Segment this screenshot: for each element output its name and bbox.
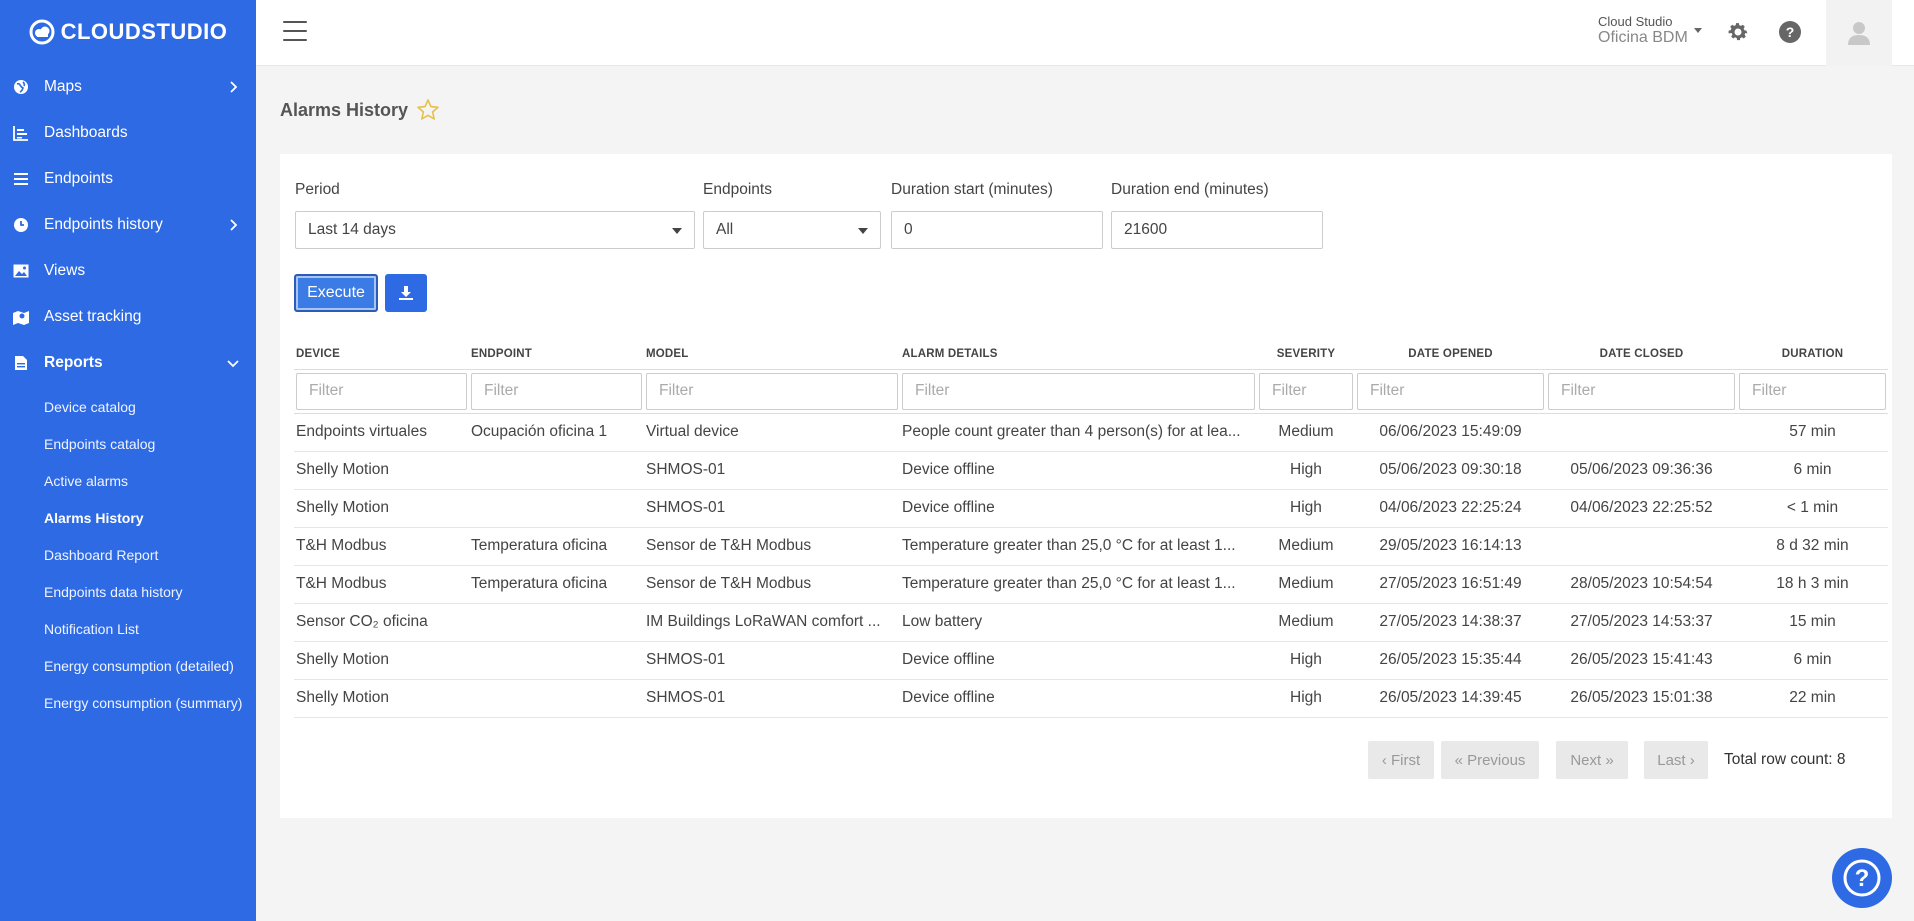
cell-duration: 8 d 32 min [1737, 527, 1888, 565]
duration-filter-input[interactable] [1739, 373, 1886, 410]
chevron-down-icon [226, 356, 240, 370]
date-opened-filter-input[interactable] [1357, 373, 1544, 410]
question-icon [1842, 858, 1882, 898]
sidebar-item-label: Dashboards [44, 124, 128, 141]
sidebar-item-label: Maps [44, 78, 82, 95]
sidebar-subitem-dashboard-report[interactable]: Dashboard Report [44, 547, 159, 563]
period-label: Period [295, 181, 340, 198]
period-select[interactable] [295, 211, 695, 249]
sidebar-item-dashboards[interactable] [0, 110, 256, 156]
cell-endpoint [469, 489, 644, 527]
cell-date-closed: 28/05/2023 10:54:54 [1546, 565, 1737, 603]
execute-button[interactable]: Execute [294, 274, 378, 312]
cell-date-closed [1546, 527, 1737, 565]
cell-date-opened: 04/06/2023 22:25:24 [1355, 489, 1546, 527]
svg-text:?: ? [1785, 24, 1795, 40]
table-row[interactable] [294, 527, 1888, 565]
cell-date-opened: 26/05/2023 15:35:44 [1355, 641, 1546, 679]
cell-model: Sensor de T&H Modbus [644, 565, 900, 603]
pagination-first-button[interactable]: ‹ First [1368, 741, 1434, 779]
list-icon [12, 170, 30, 188]
cell-alarm-details: People count greater than 4 person(s) for at lea... [900, 413, 1257, 451]
endpoints-label: Endpoints [703, 181, 772, 198]
download-button[interactable] [385, 274, 427, 312]
cell-device: Endpoints virtuales [294, 413, 469, 451]
endpoints-selected-value: All [716, 221, 734, 238]
file-icon [12, 354, 30, 372]
cell-device: Shelly Motion [294, 451, 469, 489]
cell-endpoint [469, 603, 644, 641]
cell-date-closed: 26/05/2023 15:01:38 [1546, 679, 1737, 717]
cell-device: Sensor CO₂ oficina [294, 603, 469, 641]
cell-severity: High [1257, 489, 1355, 527]
column-header-alarm-details[interactable]: ALARM DETAILS [900, 339, 1257, 369]
cell-date-opened: 27/05/2023 14:38:37 [1355, 603, 1546, 641]
column-header-model[interactable]: MODEL [644, 339, 900, 369]
dropdown-arrow-icon [858, 228, 868, 234]
download-icon [398, 285, 414, 301]
cell-model: Sensor de T&H Modbus [644, 527, 900, 565]
clock-icon [12, 216, 30, 234]
table-row[interactable] [294, 641, 1888, 679]
cell-model: SHMOS-01 [644, 641, 900, 679]
sidebar-item-maps[interactable] [0, 64, 256, 110]
column-header-date-opened[interactable]: DATE OPENED [1355, 339, 1546, 369]
endpoint-filter-input[interactable] [471, 373, 642, 410]
user-icon [1847, 20, 1871, 46]
cell-device: Shelly Motion [294, 679, 469, 717]
column-header-endpoint[interactable]: ENDPOINT [469, 339, 644, 369]
cell-endpoint: Temperatura oficina [469, 565, 644, 603]
table-row[interactable] [294, 603, 1888, 641]
cell-alarm-details: Temperature greater than 25,0 °C for at least 1... [900, 527, 1257, 565]
gear-icon[interactable] [1726, 20, 1750, 44]
svg-text:?: ? [1854, 865, 1870, 892]
pagination-previous-button[interactable]: « Previous [1441, 741, 1539, 779]
sidebar-item-label: Asset tracking [44, 308, 142, 325]
cell-model: SHMOS-01 [644, 489, 900, 527]
cell-alarm-details: Low battery [900, 603, 1257, 641]
cell-duration: 15 min [1737, 603, 1888, 641]
cell-date-closed: 27/05/2023 14:53:37 [1546, 603, 1737, 641]
hamburger-menu-icon[interactable] [283, 21, 307, 43]
org-parent-name: Cloud Studio [1598, 14, 1673, 29]
cell-device: Shelly Motion [294, 489, 469, 527]
sidebar-item-label: Endpoints history [44, 216, 163, 233]
column-header-date-closed[interactable]: DATE CLOSED [1546, 339, 1737, 369]
chevron-right-icon [226, 218, 240, 232]
logo-text: CLOUDSTUDIO [60, 19, 228, 44]
severity-filter-input[interactable] [1259, 373, 1353, 410]
cell-duration: 57 min [1737, 413, 1888, 451]
cell-date-opened: 26/05/2023 14:39:45 [1355, 679, 1546, 717]
sidebar-item-label: Reports [44, 354, 103, 371]
cell-endpoint: Temperatura oficina [469, 527, 644, 565]
total-row-count: Total row count: 8 [1724, 751, 1846, 768]
cell-date-opened: 27/05/2023 16:51:49 [1355, 565, 1546, 603]
cell-alarm-details: Device offline [900, 489, 1257, 527]
cell-endpoint: Ocupación oficina 1 [469, 413, 644, 451]
top-bar [256, 0, 1914, 66]
cell-device: T&H Modbus [294, 527, 469, 565]
user-avatar[interactable] [1826, 0, 1892, 66]
sidebar-subitem-energy-detailed[interactable]: Energy consumption (detailed) [44, 658, 234, 674]
cell-date-closed: 04/06/2023 22:25:52 [1546, 489, 1737, 527]
sidebar-subitem-energy-summary[interactable]: Energy consumption (summary) [44, 695, 243, 711]
cell-model: IM Buildings LoRaWAN comfort ... [644, 603, 900, 641]
sidebar-item-views[interactable] [0, 248, 256, 294]
logo[interactable] [0, 0, 256, 64]
cell-model: SHMOS-01 [644, 679, 900, 717]
model-filter-input[interactable] [646, 373, 898, 410]
device-filter-input[interactable] [296, 373, 467, 410]
duration-end-label: Duration end (minutes) [1111, 181, 1269, 198]
sidebar-item-endpoints[interactable] [0, 156, 256, 202]
cell-date-closed [1546, 413, 1737, 451]
pagination-next-button[interactable]: Next » [1556, 741, 1628, 779]
sidebar [0, 0, 256, 921]
table-row[interactable] [294, 679, 1888, 717]
cell-severity: Medium [1257, 603, 1355, 641]
cell-date-opened: 05/06/2023 09:30:18 [1355, 451, 1546, 489]
table-row[interactable] [294, 451, 1888, 489]
cell-endpoint [469, 451, 644, 489]
sidebar-subitem-device-catalog[interactable]: Device catalog [44, 399, 136, 415]
sidebar-subitem-active-alarms[interactable]: Active alarms [44, 473, 129, 489]
cell-date-closed: 05/06/2023 09:36:36 [1546, 451, 1737, 489]
cell-duration: < 1 min [1737, 489, 1888, 527]
sidebar-item-endpoints-history[interactable] [0, 202, 256, 248]
column-header-duration[interactable]: DURATION [1737, 339, 1888, 369]
cell-model: SHMOS-01 [644, 451, 900, 489]
org-name: Oficina BDM [1598, 29, 1688, 46]
cell-severity: High [1257, 679, 1355, 717]
endpoints-select[interactable] [703, 211, 881, 249]
table-header-row [294, 339, 1888, 369]
alarms-table [294, 339, 1888, 718]
duration-start-label: Duration start (minutes) [891, 181, 1053, 198]
help-chat-button[interactable] [1832, 848, 1892, 908]
help-circle-icon[interactable] [1778, 20, 1802, 44]
alarm-details-filter-input[interactable] [902, 373, 1255, 410]
organization-selector[interactable] [1598, 14, 1688, 46]
cell-model: Virtual device [644, 413, 900, 451]
cell-duration: 6 min [1737, 451, 1888, 489]
pagination-last-button[interactable]: Last › [1644, 741, 1708, 779]
cell-endpoint [469, 641, 644, 679]
cell-date-opened: 29/05/2023 16:14:13 [1355, 527, 1546, 565]
sidebar-subitem-alarms-history[interactable]: Alarms History [44, 510, 144, 526]
page-title [280, 98, 440, 122]
cell-duration: 6 min [1737, 641, 1888, 679]
star-favorite-icon[interactable] [416, 98, 440, 122]
cell-severity: High [1257, 451, 1355, 489]
table-row[interactable] [294, 565, 1888, 603]
reports-submenu [0, 386, 256, 721]
sidebar-subitem-notification-list[interactable]: Notification List [44, 621, 139, 637]
sidebar-item-reports[interactable] [0, 340, 256, 386]
cell-device: T&H Modbus [294, 565, 469, 603]
table-body [294, 413, 1888, 717]
globe-icon [12, 78, 30, 96]
date-closed-filter-input[interactable] [1548, 373, 1735, 410]
cell-date-closed: 26/05/2023 15:41:43 [1546, 641, 1737, 679]
sidebar-item-label: Endpoints [44, 170, 113, 187]
duration-start-input[interactable] [891, 211, 1103, 249]
cell-severity: Medium [1257, 527, 1355, 565]
sidebar-item-label: Views [44, 262, 86, 279]
column-header-severity[interactable]: SEVERITY [1257, 339, 1355, 369]
cell-alarm-details: Temperature greater than 25,0 °C for at least 1... [900, 565, 1257, 603]
period-selected-value: Last 14 days [308, 221, 396, 238]
cell-severity: Medium [1257, 413, 1355, 451]
cell-severity: Medium [1257, 565, 1355, 603]
cloud-logo-icon [29, 19, 55, 45]
table-row[interactable] [294, 413, 1888, 451]
image-icon [12, 262, 30, 280]
map-marker-icon [12, 308, 30, 326]
chart-icon [12, 124, 30, 142]
dropdown-arrow-icon [672, 228, 682, 234]
cell-severity: High [1257, 641, 1355, 679]
report-panel [280, 154, 1892, 818]
sidebar-subitem-endpoints-data-history[interactable]: Endpoints data history [44, 584, 183, 600]
cell-alarm-details: Device offline [900, 451, 1257, 489]
cell-duration: 22 min [1737, 679, 1888, 717]
table-row[interactable] [294, 489, 1888, 527]
duration-end-input[interactable] [1111, 211, 1323, 249]
cell-alarm-details: Device offline [900, 679, 1257, 717]
column-header-device[interactable]: DEVICE [294, 339, 469, 369]
filter-row [294, 369, 1888, 413]
cell-date-opened: 06/06/2023 15:49:09 [1355, 413, 1546, 451]
cell-device: Shelly Motion [294, 641, 469, 679]
cell-endpoint [469, 679, 644, 717]
sidebar-subitem-endpoints-catalog[interactable]: Endpoints catalog [44, 436, 156, 452]
cell-duration: 18 h 3 min [1737, 565, 1888, 603]
cell-alarm-details: Device offline [900, 641, 1257, 679]
chevron-right-icon [226, 80, 240, 94]
sidebar-item-asset-tracking[interactable] [0, 294, 256, 340]
caret-down-icon [1694, 28, 1702, 33]
page-title-text: Alarms History [280, 99, 409, 120]
